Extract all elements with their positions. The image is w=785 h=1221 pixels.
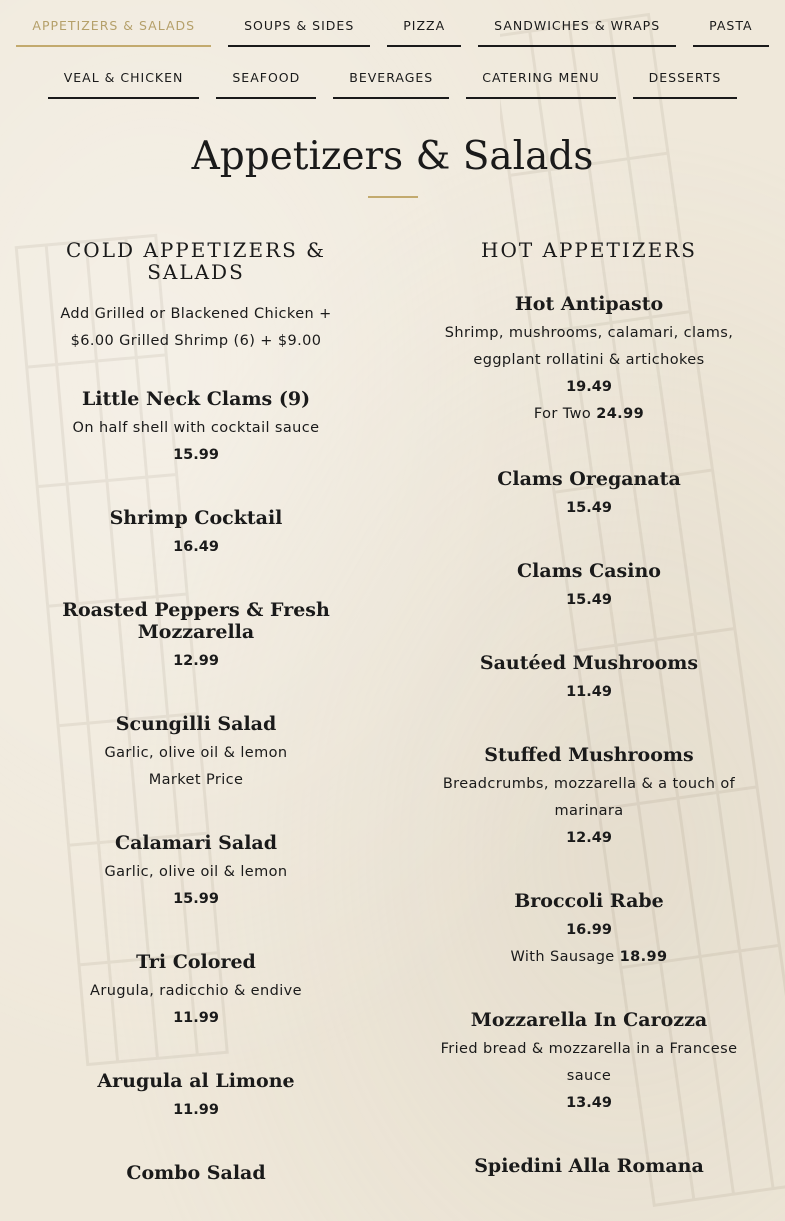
section-note: Add Grilled or Blackened Chicken + $6.00 Grilled Shrimp (6) + $9.00	[60, 306, 332, 349]
item-name: Clams Casino	[517, 560, 661, 582]
nav-catering-menu[interactable]: CATERING MENU	[466, 65, 615, 99]
item-extra-option	[433, 944, 745, 971]
menu-item	[46, 388, 346, 469]
item-description: Garlic, olive oil & lemon	[104, 864, 288, 880]
menu-item	[46, 832, 346, 913]
item-price: 15.49	[566, 500, 612, 516]
menu-item	[433, 1009, 745, 1117]
item-price: 16.49	[173, 539, 219, 555]
menu-item	[433, 293, 745, 428]
item-price: 16.99	[566, 922, 612, 938]
menu-item	[433, 1155, 745, 1177]
nav-seafood[interactable]: SEAFOOD	[216, 65, 316, 99]
section-heading: COLD APPETIZERS & SALADS	[66, 238, 326, 284]
menu-item	[46, 1162, 346, 1184]
nav-pasta[interactable]: PASTA	[693, 13, 768, 47]
nav-sandwiches-wraps[interactable]: SANDWICHES & WRAPS	[478, 13, 676, 47]
menu-item	[46, 507, 346, 561]
item-name: Spiedini Alla Romana	[474, 1155, 704, 1177]
page-title: Appetizers & Salads	[191, 134, 594, 179]
item-name: Broccoli Rabe	[514, 890, 664, 912]
item-name: Hot Antipasto	[514, 293, 664, 315]
menu-item	[46, 599, 346, 675]
item-price: 19.49	[566, 379, 612, 395]
item-description: On half shell with cocktail sauce	[72, 420, 320, 436]
menu-nav-row-2	[0, 65, 785, 99]
item-name: Calamari Salad	[114, 832, 278, 854]
nav-beverages[interactable]: BEVERAGES	[333, 65, 449, 99]
item-price: 11.99	[173, 1010, 219, 1026]
item-description: Garlic, olive oil & lemon	[104, 745, 288, 761]
title-divider	[368, 196, 418, 198]
item-price: 13.49	[566, 1095, 612, 1111]
item-price: 11.49	[566, 684, 612, 700]
item-description: Breadcrumbs, mozzarella & a touch of marinara	[442, 776, 736, 819]
nav-appetizers-salads[interactable]: APPETIZERS & SALADS	[16, 13, 211, 47]
menu-item	[433, 652, 745, 706]
nav-desserts[interactable]: DESSERTS	[633, 65, 738, 99]
item-description: Shrimp, mushrooms, calamari, clams, eggplant rollatini & artichokes	[444, 325, 734, 368]
item-name: Clams Oreganata	[497, 468, 681, 490]
item-extra-option	[433, 401, 745, 428]
section-heading: HOT APPETIZERS	[481, 238, 697, 262]
item-name: Mozzarella In Carozza	[470, 1009, 708, 1031]
extra-price: 18.99	[619, 949, 668, 965]
item-price: 12.49	[566, 830, 612, 846]
extra-label: For Two	[533, 406, 592, 422]
menu-item	[46, 1070, 346, 1124]
item-name: Shrimp Cocktail	[109, 507, 283, 529]
item-name: Scungilli Salad	[115, 713, 277, 735]
menu-item	[46, 951, 346, 1032]
item-price: 11.99	[173, 1102, 219, 1118]
menu-item	[46, 713, 346, 794]
item-price: 15.49	[566, 592, 612, 608]
item-name: Little Neck Clams (9)	[81, 388, 311, 410]
item-name: Tri Colored	[136, 951, 256, 973]
menu-item	[433, 468, 745, 522]
extra-label: With Sausage	[510, 949, 615, 965]
menu-item	[433, 560, 745, 614]
item-price: 15.99	[173, 891, 219, 907]
item-price: 15.99	[173, 447, 219, 463]
nav-veal-chicken[interactable]: VEAL & CHICKEN	[48, 65, 200, 99]
item-price: 12.99	[173, 653, 219, 669]
hot-appetizers-section	[433, 239, 745, 1177]
nav-pizza[interactable]: PIZZA	[387, 13, 461, 47]
cold-appetizers-section	[46, 239, 346, 1184]
nav-soups-sides[interactable]: SOUPS & SIDES	[228, 13, 370, 47]
item-name: Combo Salad	[126, 1162, 266, 1184]
item-name: Sautéed Mushrooms	[479, 652, 699, 674]
item-price-text: Market Price	[148, 772, 244, 788]
item-description: Arugula, radicchio & endive	[90, 983, 302, 999]
item-description: Fried bread & mozzarella in a Francese sauce	[440, 1041, 738, 1084]
item-name: Arugula al Limone	[97, 1070, 295, 1092]
item-name: Stuffed Mushrooms	[484, 744, 694, 766]
menu-item	[433, 890, 745, 971]
item-name: Roasted Peppers & Fresh Mozzarella	[62, 599, 330, 643]
extra-price: 24.99	[596, 406, 645, 422]
menu-nav-row-1	[0, 13, 785, 47]
menu-item	[433, 744, 745, 852]
